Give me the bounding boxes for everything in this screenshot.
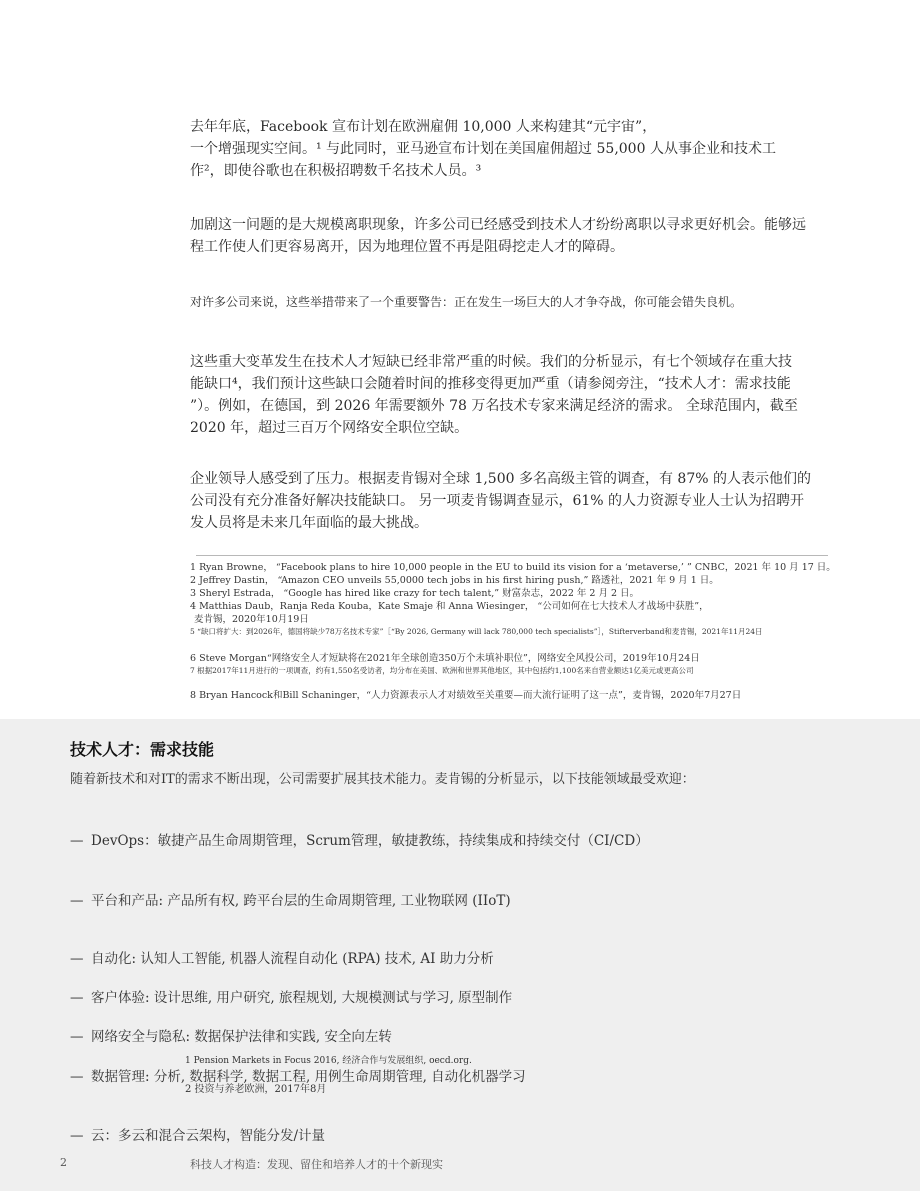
skill-text: 数据管理: 分析, 数据科学, 数据工程, 用例生命周期管理, 自动化机器学习: [91, 1069, 526, 1085]
footnote-3: 3 Sheryl Estrada， “Google has hired like crazy for tech talent,” 财富杂志，2022 年 2 月 2 日。: [190, 588, 640, 599]
dash-bullet: —: [70, 951, 84, 967]
sidebar-title: 技术人才：需求技能: [70, 740, 215, 759]
skill-item: [70, 889, 511, 909]
dash-bullet: —: [70, 1128, 84, 1144]
footnote-2: 2 Jeffrey Dastin， “Amazon CEO unveils 55,0000 tech jobs in his first hiring push,” 路透社，2021 年 9 月 1 日。: [190, 575, 719, 586]
overlay-footnote-1: 1 Pension Markets in Focus 2016, 经济合作与发展组织, oecd.org.: [185, 1056, 472, 1066]
text-line: 能缺口⁴，我们预计这些缺口会随着时间的推移变得更加严重（请参阅旁注，“技术人才：需求技能: [190, 376, 791, 392]
footnote-4: 4 Matthias Daub，Ranja Reda Kouba，Kate Smaje 和 Anna Wiesinger， “公司如何在七大技术人才战场中获胜”，: [190, 601, 709, 612]
text-line: 程工作使人们更容易离开，因为地理位置不再是阻碍挖走人才的障碍。: [190, 239, 624, 255]
footnote-1: 1 Ryan Browne， “Facebook plans to hire 10,000 people in the EU to build its vision for a ‘metaverse,’ ” CNBC，2021 年 10 月 17 日。: [190, 562, 836, 573]
footnote-4-cont: 麦肯锡，2020年10月19日: [194, 614, 309, 625]
skill-item: [70, 1025, 392, 1045]
dash-bullet: —: [70, 1029, 84, 1045]
paragraph-4: [190, 351, 830, 439]
footnote-7: 7 根据2017年11月进行的一项调查，约有1,550名受访者，均分布在美国、欧洲和世界其他地区，其中包括约1,100名来自营业额达1亿美元或更高公司: [190, 666, 694, 675]
skill-text: DevOps：敏捷产品生命周期管理，Scrum管理，敏捷教练，持续集成和持续交付（CI/CD）: [91, 833, 649, 849]
skill-text: 云：多云和混合云架构，智能分发/计量: [91, 1128, 326, 1144]
text-line: 去年年底，Facebook 宣布计划在欧洲雇佣 10,000 人来构建其“元宇宙”，: [190, 119, 657, 135]
dash-bullet: —: [70, 990, 84, 1006]
sidebar-intro: 随着新技术和对IT的需求不断出现，公司需要扩展其技术能力。麦肯锡的分析显示，以下技能领域最受欢迎：: [70, 772, 695, 787]
footnote-8: 8 Bryan Hancock和Bill Schaninger，“人力资源表示人才对绩效至关重要—而大流行证明了这一点”，麦肯锡，2020年7月27日: [190, 690, 742, 701]
skill-text: 客户体验: 设计思维, 用户研究, 旅程规划, 大规模测试与学习, 原型制作: [91, 990, 513, 1006]
skill-text: 平台和产品: 产品所有权, 跨平台层的生命周期管理, 工业物联网 (IIoT): [91, 893, 511, 909]
skill-text: 网络安全与隐私: 数据保护法律和实践, 安全向左转: [91, 1029, 392, 1045]
paragraph-1: [190, 116, 830, 182]
paragraph-3: [190, 291, 830, 313]
page-number: 2: [60, 1156, 67, 1169]
dash-bullet: —: [70, 833, 84, 849]
text-line: 2020 年，超过三百万个网络安全职位空缺。: [190, 420, 469, 436]
paragraph-5: [190, 468, 830, 534]
overlay-footnote-2: 2 投资与养老欧洲，2017年8月: [185, 1084, 327, 1095]
footer-title: 科技人才构造：发现、留住和培养人才的十个新现实: [190, 1158, 443, 1171]
paragraph-2: [190, 214, 830, 258]
skill-item: [70, 829, 649, 849]
text-line: 发人员将是未来几年面临的最大挑战。: [190, 515, 428, 531]
text-line: 这些重大变革发生在技术人才短缺已经非常严重的时候。我们的分析显示，有七个领域存在重大技: [190, 354, 792, 370]
footnote-divider: [196, 555, 828, 556]
text-line: 对许多公司来说，这些举措带来了一个重要警告：正在发生一场巨大的人才争夺战，你可能会错失良机。: [190, 295, 743, 309]
dash-bullet: —: [70, 1069, 84, 1085]
text-line: ”）。例如，在德国，到 2026 年需要额外 78 万名技术专家来满足经济的需求。 全球范围内，截至: [190, 398, 798, 414]
skill-item: [70, 1124, 325, 1144]
dash-bullet: —: [70, 893, 84, 909]
footnote-6: 6 Steve Morgan“网络安全人才短缺将在2021年全球创造350万个未填补职位”，网络安全风投公司，2019年10月24日: [190, 653, 700, 664]
text-line: 作²，即使谷歌也在积极招聘数千名技术人员。³: [190, 163, 482, 179]
text-line: 加剧这一问题的是大规模离职现象，许多公司已经感受到技术人才纷纷离职以寻求更好机会。能够远: [190, 217, 806, 233]
skill-item: [70, 986, 512, 1006]
skill-text: 自动化: 认知人工智能, 机器人流程自动化 (RPA) 技术, AI 助力分析: [91, 951, 494, 967]
text-line: 企业领导人感受到了压力。根据麦肯锡对全球 1,500 多名高级主管的调查，有 87% 的人表示他们的: [190, 471, 811, 487]
skill-item: [70, 947, 494, 967]
text-line: 公司没有充分准备好解决技能缺口。 另一项麦肯锡调查显示，61% 的人力资源专业人士认为招聘开: [190, 493, 805, 509]
footnote-5: 5 “缺口将扩大：到2026年，德国将缺少78万名技术专家”［“By 2026, Germany will lack 780,000 tech specialists”］，Stifterverband和麦肯锡，2021年11月24日: [190, 627, 763, 636]
text-line: 一个增强现实空间。¹ 与此同时，亚马逊宣布计划在美国雇佣超过 55,000 人从事企业和技术工: [190, 141, 776, 157]
